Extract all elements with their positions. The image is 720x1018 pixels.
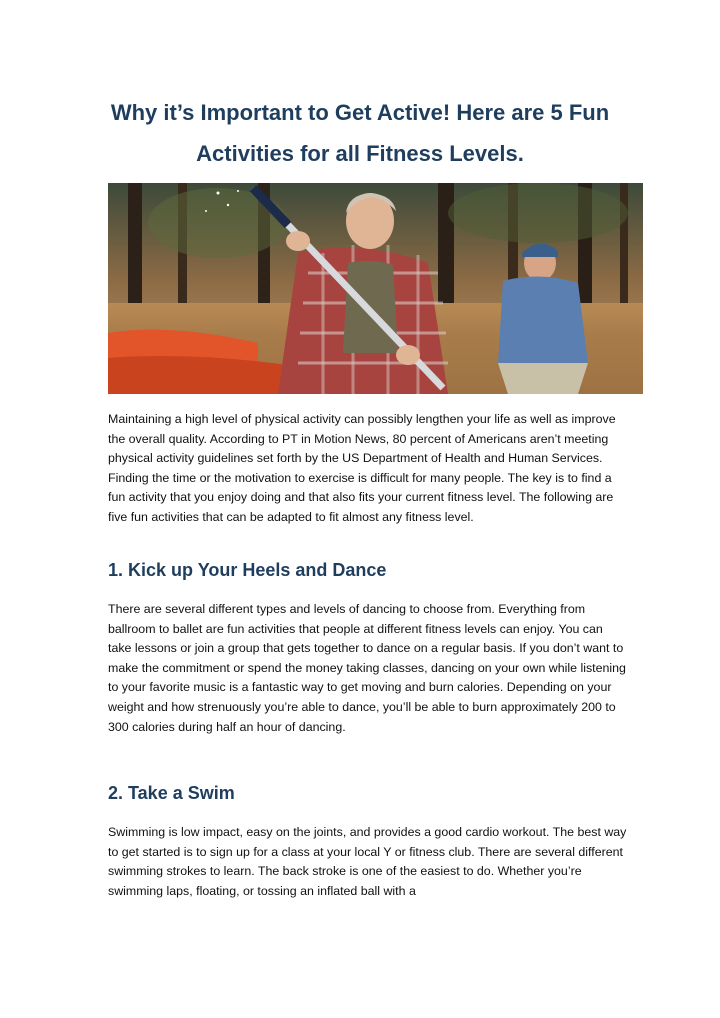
hero-photo-kayaking — [108, 183, 643, 394]
article-title: Why it’s Important to Get Active! Here are 5 Fun Activities for all Fitness Levels. — [110, 100, 610, 166]
section-heading-swim: 2. Take a Swim — [108, 783, 235, 803]
section-body-dance: There are several different types and levels of dancing to choose from. Everything from ballroom to ballet are fun activities that people at different fitness levels can enjoy. You can take lessons or join a group that gets together to dance on a regular basis. If you don’t want to make the commitment or spend the money taking classes, dancing on your own while listening to your favorite music is a fantastic way to get moving and burn calories. Depending on your weight and how strenuously you’re able to dance, you’ll be able to burn approximately 200 to 300 calories during half an hour of dancing. — [108, 602, 626, 734]
section-heading-dance: 1. Kick up Your Heels and Dance — [108, 560, 387, 580]
intro-paragraph: Maintaining a high level of physical activity can possibly lengthen your life as well as improve the overall quality. According to PT in Motion News, 80 percent of Americans aren’t meeting physical activity guidelines set forth by the US Department of Health and Human Services. Finding the time or the motivation to exercise is difficult for many people. The key is to find a fun activity that you enjoy doing and that also fits your current fitness level. The following are five fun activities that can be adapted to fit almost any fitness level. — [108, 412, 616, 524]
section-body-swim: Swimming is low impact, easy on the joints, and provides a good cardio workout. The best way to get started is to sign up for a class at your local Y or fitness club. There are several different swimming strokes to learn. The back stroke is one of the easiest to do. Whether you’re swimming laps, floating, or tossing an inflated ball with a — [108, 825, 627, 898]
